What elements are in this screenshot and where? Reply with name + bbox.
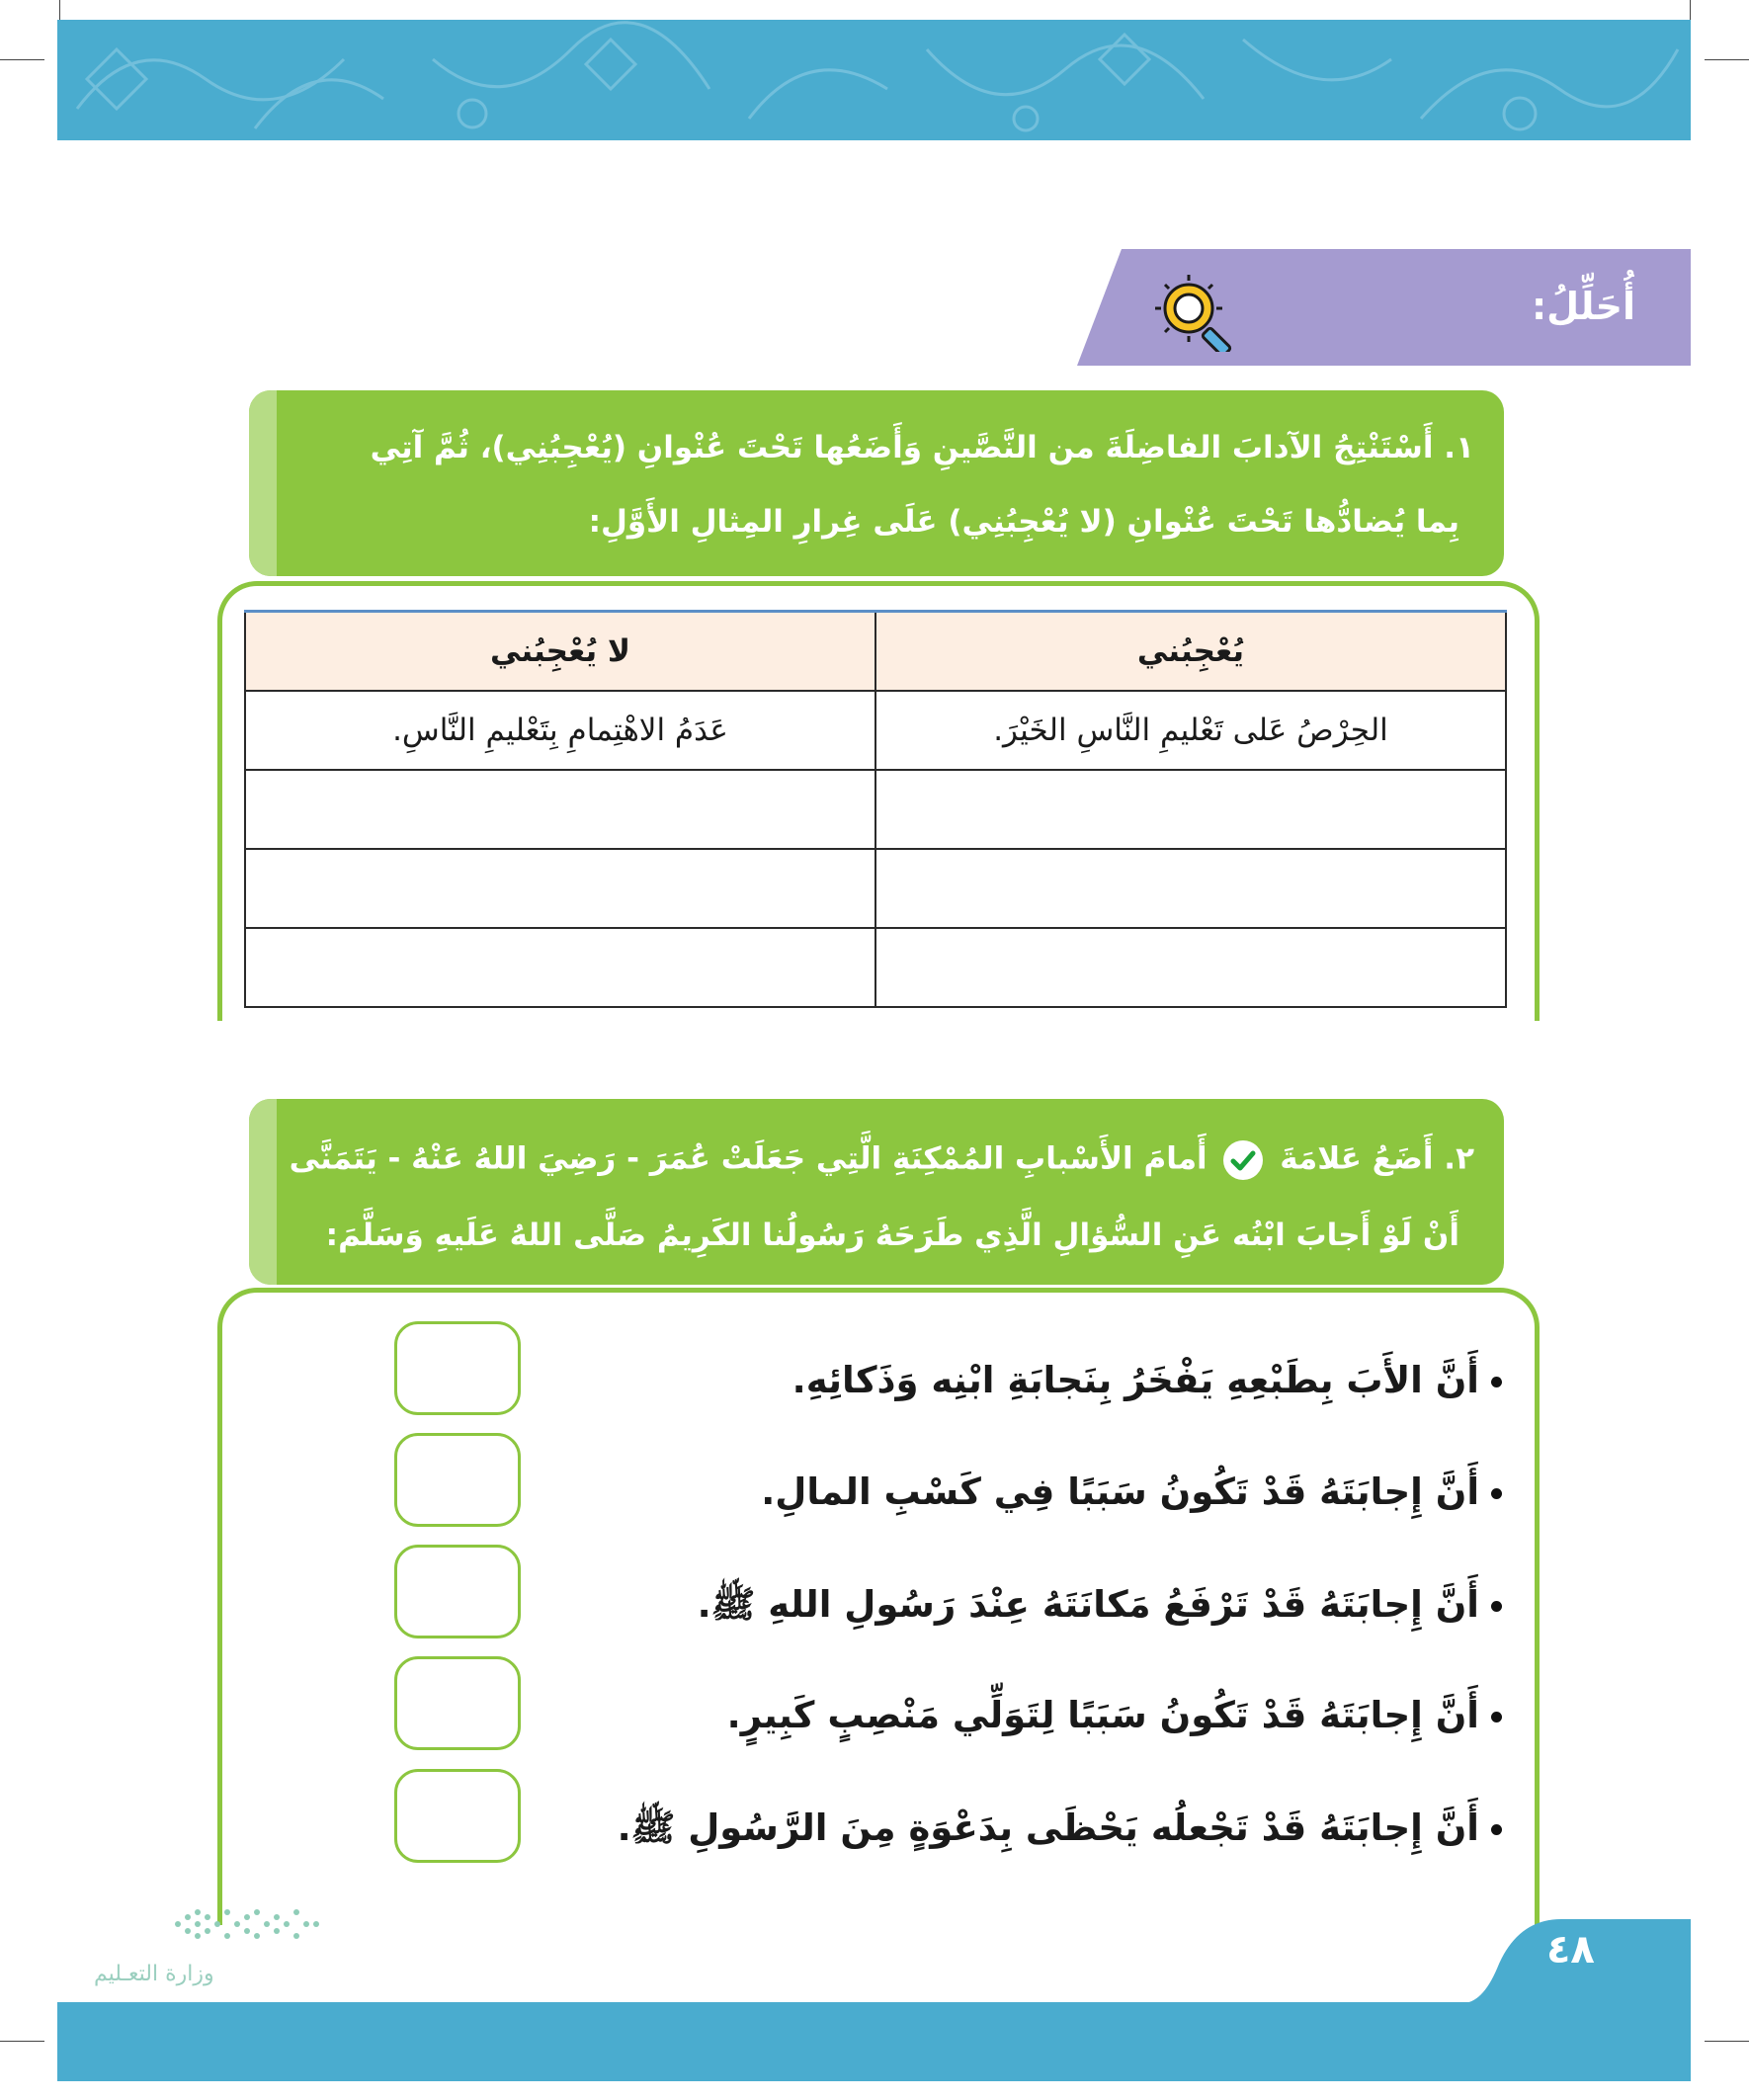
header-shade — [249, 1099, 277, 1285]
checklist-item — [792, 1359, 1502, 1401]
header-shade — [249, 390, 277, 576]
crop-mark — [0, 2041, 44, 2042]
cell-like: الحِرْصُ عَلى تَعْليمِ النَّاسِ الخَيْرَ. — [875, 691, 1506, 770]
bullet — [1491, 1377, 1502, 1387]
checklist-item-text: أَنَّ إِجابَتَهُ قَدْ تَكُونُ سَبَبًا فِي كَسْبِ المالِ. — [761, 1470, 1479, 1513]
bullet — [1491, 1488, 1502, 1499]
checkbox[interactable] — [394, 1321, 521, 1415]
table-row — [245, 691, 1506, 770]
cell-dislike: عَدَمُ الاهْتِمامِ بِتَعْليمِ النَّاسِ. — [245, 691, 875, 770]
likes-dislikes-table — [244, 610, 1507, 1008]
page-number: ٤٨ — [1546, 1927, 1595, 1973]
calligraphy-pattern — [57, 20, 1691, 140]
section-title: أُحَلِّلُ: — [1531, 285, 1635, 328]
crop-mark — [0, 59, 44, 60]
question-1-line-2: بِما يُضادُّها تَحْتَ عُنْوانِ (لا يُعْجِبُنِي) عَلَى غِرارِ المِثالِ الأَوَّلِ: — [588, 504, 1459, 540]
bullet — [1491, 1824, 1502, 1835]
crop-mark — [1705, 2041, 1749, 2042]
checklist-item — [761, 1470, 1502, 1513]
checkbox[interactable] — [394, 1433, 521, 1527]
question-2-line-1-start: ٢. أَضَعُ عَلامَةَ — [1280, 1140, 1474, 1177]
cell-dislike-input[interactable] — [245, 849, 875, 928]
header-dislikes: لا يُعْجِبُني — [245, 612, 875, 692]
question-1-header — [249, 390, 1504, 576]
checklist-item — [698, 1582, 1502, 1636]
checkbox[interactable] — [394, 1769, 521, 1863]
cell-like-input[interactable] — [875, 928, 1506, 1007]
table-row — [245, 928, 1506, 1007]
crop-mark — [1705, 59, 1749, 60]
checklist-item-text: أَنَّ إِجابَتَهُ قَدْ تَجْعلُه يَحْظَى بِدَعْوَةٍ مِنَ الرَّسُولِ ﷺ. — [617, 1806, 1479, 1849]
checklist-item-text: أَنَّ الأَبَ بِطَبْعِهِ يَفْخَرُ بِنَجابَةِ ابْنِه وَذَكائِهِ. — [791, 1359, 1479, 1401]
ministry-logo-icon — [168, 1902, 326, 1951]
cell-like-input[interactable] — [875, 849, 1506, 928]
ministry-name: وزارة التعـليم — [94, 1962, 214, 1986]
bullet — [1491, 1712, 1502, 1722]
table-row — [245, 849, 1506, 928]
checkbox[interactable] — [394, 1656, 521, 1750]
cell-dislike-input[interactable] — [245, 770, 875, 849]
crop-mark — [1690, 0, 1691, 20]
table-row — [245, 770, 1506, 849]
magnifier-gear-icon — [1151, 273, 1250, 352]
checkbox[interactable] — [394, 1545, 521, 1638]
cell-dislike-input[interactable] — [245, 928, 875, 1007]
question-2-header — [249, 1099, 1504, 1285]
checklist-item-text: أَنَّ إِجابَتَهُ قَدْ تَكُونُ سَبَبًا لِتَوَلِّي مَنْصِبٍ كَبِيرٍ. — [726, 1694, 1479, 1736]
checkmark-icon — [1223, 1140, 1263, 1180]
question-2-line-2: أَنْ لَوْ أَجابَ ابْنُه عَنِ السُّؤالِ الَّذِي طَرَحَهُ رَسُولُنا الكَرِيمُ صَلَّى اللهُ عَلَيهِ وَسَلَّمَ: — [325, 1218, 1459, 1253]
question-1-line-1: ١. أَسْتَنْتِجُ الآدابَ الفاضِلَةَ من النَّصَّينِ وَأَضَعُها تَحْتَ عُنْوانِ (يُعْجِبُنِي)، ثُمَّ آتِي — [370, 430, 1474, 465]
checklist-item — [727, 1694, 1502, 1736]
header-band — [57, 20, 1691, 140]
checklist-item — [618, 1806, 1502, 1859]
crop-mark — [59, 0, 60, 20]
table-header-row — [245, 612, 1506, 692]
question-2-line-1-end: أَمامَ الأَسْبابِ المُمْكِنَةِ الَّتِي جَعَلَتْ عُمَرَ - رَضِيَ اللهُ عَنْهُ - يَتَمَنَّى — [289, 1140, 1208, 1177]
header-likes: يُعْجِبُني — [875, 612, 1506, 692]
cell-like-input[interactable] — [875, 770, 1506, 849]
question-2-line-1 — [290, 1140, 1474, 1180]
footer-band — [57, 2002, 1691, 2081]
checklist-item-text: أَنَّ إِجابَتَهُ قَدْ تَرْفَعُ مَكانَتَهُ عِنْدَ رَسُولِ اللهِ ﷺ. — [697, 1583, 1479, 1626]
bullet — [1491, 1601, 1502, 1612]
